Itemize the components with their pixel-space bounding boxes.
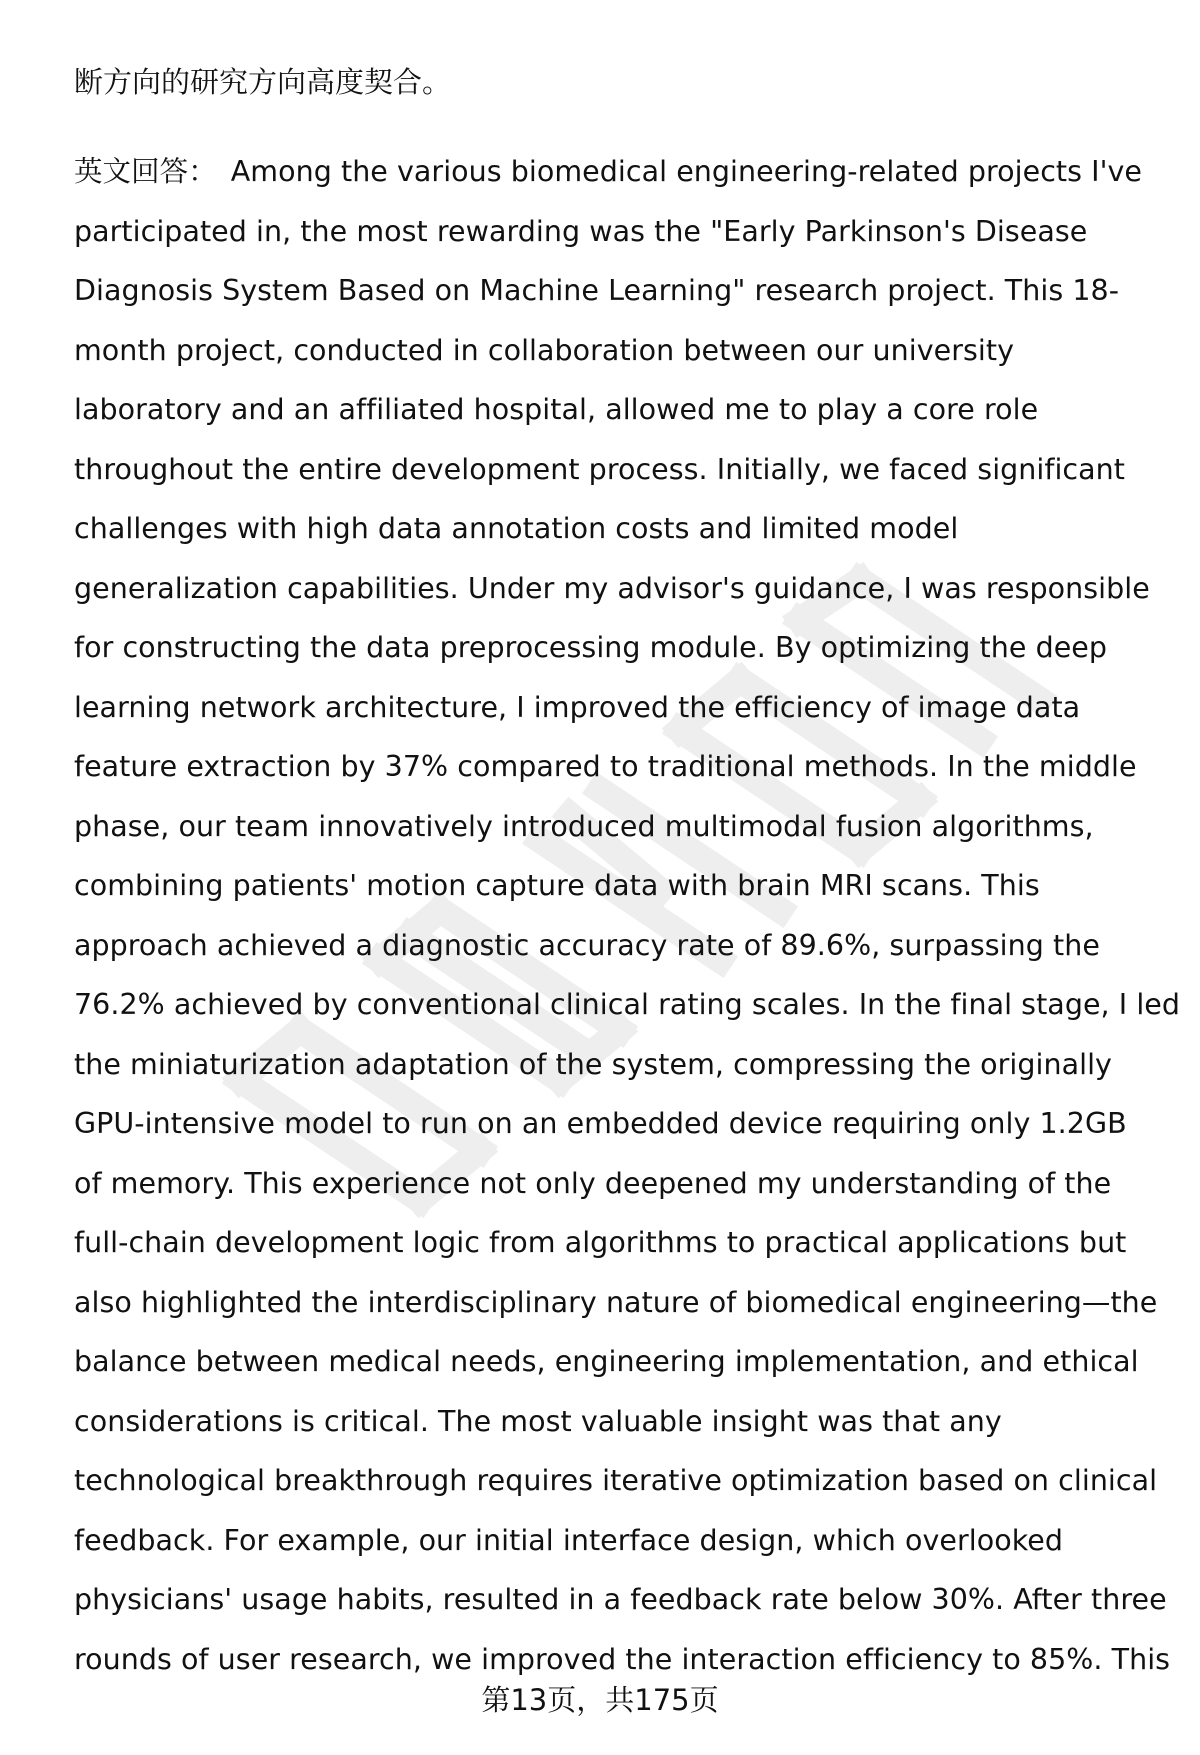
answer-line: 英文回答： Among the various biomedical engineering-related projects I've	[74, 155, 1142, 188]
page-number: 第13页，共175页	[481, 1683, 719, 1717]
answer-label: 英文回答：	[74, 155, 217, 188]
answer-line: Diagnosis System Based on Machine Learning" research project. This 18-	[74, 274, 1120, 307]
answer-line: phase, our team innovatively introduced multimodal fusion algorithms,	[74, 809, 1094, 843]
answer-line: generalization capabilities. Under my advisor's guidance, I was responsible	[74, 571, 1150, 605]
answer-line: for constructing the data preprocessing module. By optimizing the deep	[74, 631, 1108, 664]
answer-line: feedback. For example, our initial interface design, which overlooked	[74, 1523, 1063, 1557]
answer-line: GPU-intensive model to run on an embedded device requiring only 1.2GB	[74, 1107, 1127, 1140]
answer-line: participated in, the most rewarding was the "Early Parkinson's Disease	[74, 214, 1088, 248]
answer-line: balance between medical needs, engineering implementation, and ethical	[74, 1345, 1139, 1378]
answer-line: approach achieved a diagnostic accuracy rate of 89.6%, surpassing the	[74, 928, 1100, 962]
answer-line: physicians' usage habits, resulted in a feedback rate below 30%. After three	[74, 1583, 1167, 1616]
answer-line: considerations is critical. The most valuable insight was that any	[74, 1404, 1002, 1438]
answer-line: of memory. This experience not only deepened my understanding of the	[74, 1166, 1112, 1200]
document-body	[74, 52, 1181, 1689]
answer-line: combining patients' motion capture data with brain MRI scans. This	[74, 869, 1040, 902]
answer-line: laboratory and an affiliated hospital, allowed me to play a core role	[74, 393, 1039, 426]
answer-line: 76.2% achieved by conventional clinical rating scales. In the final stage, I led	[74, 988, 1181, 1021]
answer-line: also highlighted the interdisciplinary nature of biomedical engineering—the	[74, 1285, 1158, 1319]
answer-line: challenges with high data annotation costs and limited model	[74, 512, 959, 545]
answer-line: feature extraction by 37% compared to traditional methods. In the middle	[74, 750, 1137, 783]
answer-line: the miniaturization adaptation of the system, compressing the originally	[74, 1047, 1112, 1081]
answer-line: rounds of user research, we improved the interaction efficiency to 85%. This	[74, 1642, 1171, 1676]
answer-paragraph	[74, 142, 1181, 1689]
answer-line: technological breakthrough requires iterative optimization based on clinical	[74, 1464, 1158, 1497]
answer-line: month project, conducted in collaboration between our university	[74, 333, 1014, 367]
answer-line: full-chain development logic from algorithms to practical applications but	[74, 1226, 1127, 1259]
answer-line: throughout the entire development process. Initially, we faced significant	[74, 452, 1126, 486]
intro-line: 断方向的研究方向高度契合。	[74, 65, 452, 99]
answer-line: learning network architecture, I improved the efficiency of image data	[74, 690, 1081, 724]
